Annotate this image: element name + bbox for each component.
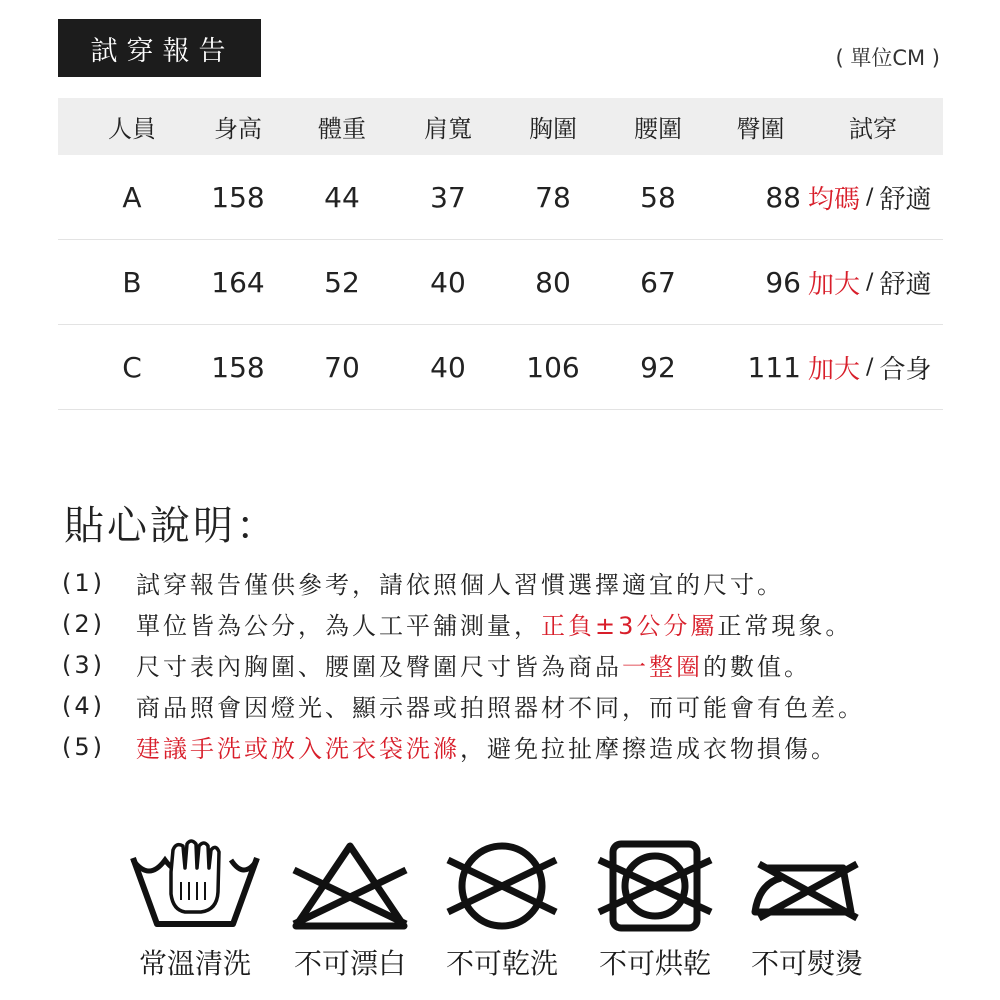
cell-weight: 52 xyxy=(324,265,360,299)
care-label: 不可乾洗 xyxy=(445,947,558,980)
cell-waist: 92 xyxy=(640,350,676,384)
note-number: (3) xyxy=(62,650,105,679)
header-hip: 臀圍 xyxy=(736,115,785,143)
no-dry-clean-icon xyxy=(432,838,572,934)
note-text: 單位皆為公分，為人工平舖測量， xyxy=(136,612,541,640)
cell-height: 164 xyxy=(211,265,265,299)
cell-person: C xyxy=(122,350,142,384)
cell-weight: 44 xyxy=(324,180,360,214)
care-item-no-tumble-dry xyxy=(585,838,725,980)
size-table xyxy=(58,98,943,410)
care-icons xyxy=(125,838,885,988)
cell-waist: 67 xyxy=(640,265,676,299)
report-title: 試穿報告 xyxy=(58,19,261,77)
cell-weight: 70 xyxy=(324,350,360,384)
note-number: (1) xyxy=(62,568,105,597)
note-text: 試穿報告僅供參考，請依照個人習慣選擇適宜的尺寸。 xyxy=(136,571,784,599)
note-number: (5) xyxy=(62,732,105,761)
table-row xyxy=(58,155,943,240)
cell-hip: 111 xyxy=(747,350,801,384)
table-header xyxy=(58,98,943,155)
note-highlight: 建議手洗或放入洗衣袋洗滌 xyxy=(136,735,460,763)
cell-height: 158 xyxy=(211,350,265,384)
cell-fit xyxy=(808,325,948,409)
note-highlight: 正負±3公分屬 xyxy=(541,612,718,640)
care-label: 不可漂白 xyxy=(293,947,406,980)
fit-feel: 舒適 xyxy=(879,269,932,300)
cell-waist: 58 xyxy=(640,180,676,214)
note-text: ，避免拉扯摩擦造成衣物損傷。 xyxy=(460,735,838,763)
cell-shoulder: 40 xyxy=(430,265,466,299)
hand-wash-icon xyxy=(125,838,265,934)
header-waist: 腰圍 xyxy=(634,115,682,143)
fit-feel: 舒適 xyxy=(879,184,932,215)
care-item-no-bleach xyxy=(280,838,420,980)
fit-slash: / xyxy=(866,269,874,295)
header-weight: 體重 xyxy=(318,115,366,143)
fit-feel: 合身 xyxy=(879,354,932,385)
care-item-no-iron xyxy=(737,838,877,980)
note-text: 商品照會因燈光、顯示器或拍照器材不同，而可能會有色差。 xyxy=(136,694,865,722)
care-label: 不可熨燙 xyxy=(750,947,863,980)
fit-slash: / xyxy=(866,184,874,210)
cell-hip: 96 xyxy=(765,265,801,299)
cell-chest: 106 xyxy=(526,350,580,384)
note-item xyxy=(62,603,865,644)
no-iron-icon xyxy=(737,838,877,934)
note-number: (2) xyxy=(62,609,105,638)
fit-size: 均碼 xyxy=(808,184,861,215)
header-fit: 試穿 xyxy=(849,115,897,143)
cell-shoulder: 37 xyxy=(430,180,466,214)
note-item xyxy=(62,562,865,603)
header-height: 身高 xyxy=(214,115,262,143)
note-item xyxy=(62,644,865,685)
cell-chest: 78 xyxy=(535,180,571,214)
cell-person: A xyxy=(122,180,142,214)
no-tumble-dry-icon xyxy=(585,838,725,934)
cell-fit xyxy=(808,155,948,239)
table-row xyxy=(58,325,943,410)
note-item xyxy=(62,726,865,767)
fit-slash: / xyxy=(866,354,874,380)
header-person: 人員 xyxy=(108,115,156,143)
header-shoulder: 肩寬 xyxy=(424,115,472,143)
no-bleach-icon xyxy=(280,838,420,934)
unit-note: ( 單位CM ) xyxy=(835,46,940,70)
care-item-hand-wash xyxy=(125,838,265,980)
care-label: 不可烘乾 xyxy=(598,947,711,980)
cell-person: B xyxy=(122,265,142,299)
note-number: (4) xyxy=(62,691,105,720)
table-row xyxy=(58,240,943,325)
notes-title: 貼心說明： xyxy=(64,503,279,549)
cell-chest: 80 xyxy=(535,265,571,299)
fit-size: 加大 xyxy=(808,354,861,385)
note-text: 正常現象。 xyxy=(717,612,853,640)
notes-list xyxy=(62,562,865,767)
cell-fit xyxy=(808,240,948,324)
note-highlight: 一整圈 xyxy=(622,653,703,681)
cell-height: 158 xyxy=(211,180,265,214)
fit-size: 加大 xyxy=(808,269,861,300)
note-item xyxy=(62,685,865,726)
care-item-no-dry-clean xyxy=(432,838,572,980)
care-label: 常溫清洗 xyxy=(138,947,251,980)
header-chest: 胸圍 xyxy=(529,115,577,143)
cell-shoulder: 40 xyxy=(430,350,466,384)
cell-hip: 88 xyxy=(765,180,801,214)
note-text: 的數值。 xyxy=(703,653,811,681)
note-text: 尺寸表內胸圍、腰圍及臀圍尺寸皆為商品 xyxy=(136,653,622,681)
